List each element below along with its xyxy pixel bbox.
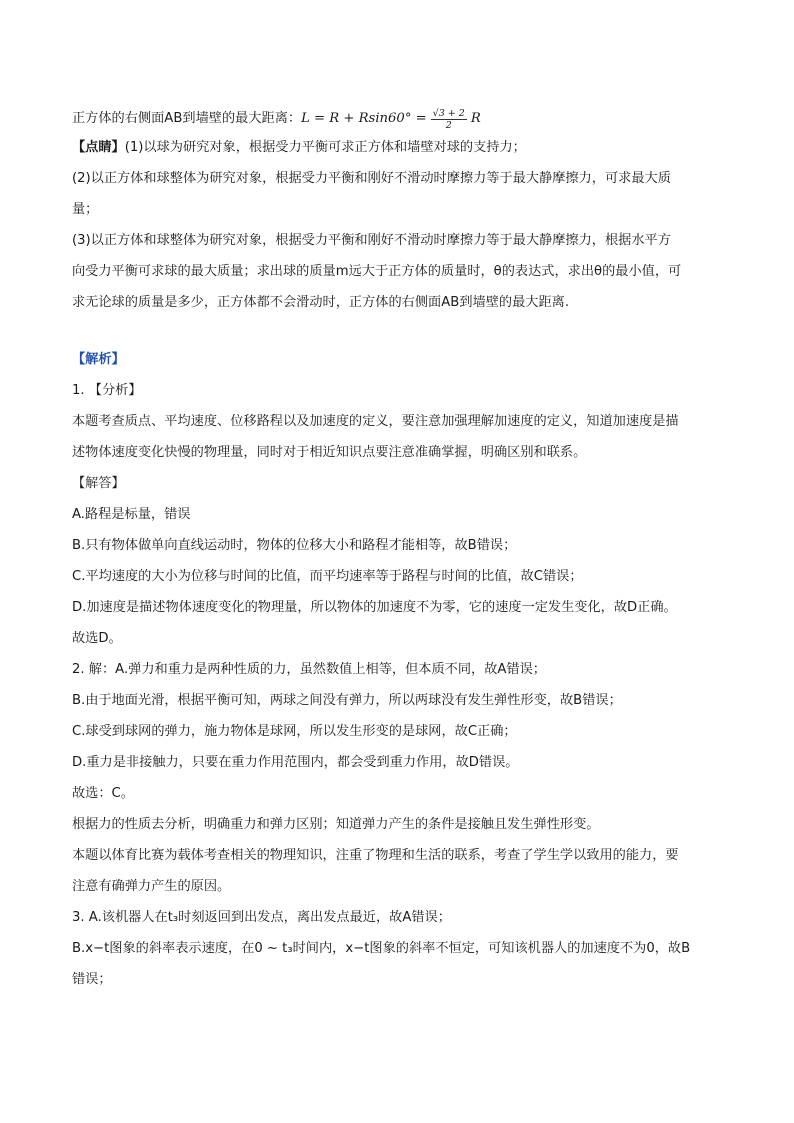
max-distance-formula — [72, 104, 722, 134]
q1-option-b: B.只有物体做单向直线运动时，物体的位移大小和路程才能相等，故B错误； — [72, 538, 517, 553]
formula-tail: R — [470, 111, 481, 126]
q2-answer: 故选：C。 — [72, 786, 134, 801]
q1-number: 1. 【分析】 — [72, 383, 142, 398]
q1-option-a: A.路程是标量，错误 — [72, 507, 191, 522]
q1-option-d: D.加速度是描述物体速度变化的物理量，所以物体的加速度不为零，它的速度一定发生变化，故D正确。 — [72, 600, 677, 615]
q1-answer: 故选D。 — [72, 631, 122, 646]
q2-option-a: 2. 解：A.弹力和重力是两种性质的力，虽然数值上相等，但本质不同，故A错误； — [72, 662, 546, 677]
q1-jieda-heading: 【解答】 — [72, 476, 125, 491]
q2-note-1: 根据力的性质去分析，明确重力和弹力区别；知道弹力产生的条件是接触且发生弹性形变。 — [72, 817, 600, 832]
dianjing-line-3a: (3)以正方体和球整体为研究对象，根据受力平衡和刚好不滑动时摩擦力等于最大静摩擦力，根据水平方 — [72, 233, 671, 248]
q2-option-b: B.由于地面光滑，根据平衡可知，两球之间没有弹力，所以两球没有发生弹性形变，故B错误； — [72, 693, 622, 708]
q2-note-2a: 本题以体育比赛为载体考查相关的物理知识，注重了物理和生活的联系，考查了学生学以致用的能力，要 — [72, 848, 679, 863]
q2-note-2b: 注意有确弹力产生的原因。 — [72, 879, 231, 894]
dianjing-line-2a: (2)以正方体和球整体为研究对象，根据受力平衡和刚好不滑动时摩擦力等于最大静摩擦力，可求最大质 — [72, 171, 671, 186]
dianjing-line-3b: 向受力平衡可求球的最大质量；求出球的质量m远大于正方体的质量时，θ的表达式，求出θ的最小值，可 — [72, 264, 682, 279]
q1-analysis-2: 述物体速度变化快慢的物理量，同时对于相近知识点要注意准确掌握，明确区别和联系。 — [72, 445, 587, 460]
answer-content — [72, 104, 722, 990]
q2-option-d: D.重力是非接触力，只要在重力作用范围内，都会受到重力作用，故D错误。 — [72, 755, 519, 770]
q3-option-b-1: B.x−t图象的斜率表示速度，在0 ~ t₃时间内，x−t图象的斜率不恒定，可知该机器人的加速度不为0，故B — [72, 941, 691, 956]
dianjing-heading: 【点睛】 — [72, 140, 125, 155]
formula-prefix: 正方体的右侧面AB到墙壁的最大距离： — [72, 111, 302, 126]
fraction-denominator: 2 — [445, 119, 452, 131]
jiexi-heading: 【解析】 — [72, 352, 125, 367]
formula-fraction — [431, 108, 467, 131]
fraction-numerator: √3 + 2 — [432, 107, 465, 119]
q1-option-c: C.平均速度的大小为位移与时间的比值，而平均速率等于路程与时间的比值，故C错误； — [72, 569, 583, 584]
formula-main: L = R + Rsin60° = — [301, 111, 427, 126]
dianjing-line-2b: 量； — [72, 202, 99, 217]
q3-option-b-2: 错误； — [72, 972, 112, 987]
q3-option-a: 3. A.该机器人在t₃时刻返回到出发点，离出发点最近，故A错误； — [72, 910, 451, 925]
q2-option-c: C.球受到球网的弹力，施力物体是球网，所以发生形变的是球网，故C正确； — [72, 724, 517, 739]
q1-analysis-1: 本题考查质点、平均速度、位移路程以及加速度的定义，要注意加强理解加速度的定义，知道加速度是描 — [72, 414, 679, 429]
dianjing-text-1: (1)以球为研究对象，根据受力平衡可求正方体和墙壁对球的支持力； — [124, 140, 526, 155]
dianjing-line-3c: 求无论球的质量是多少，正方体都不会滑动时，正方体的右侧面AB到墙壁的最大距离. — [72, 295, 570, 310]
dianjing-line-1 — [72, 138, 722, 158]
